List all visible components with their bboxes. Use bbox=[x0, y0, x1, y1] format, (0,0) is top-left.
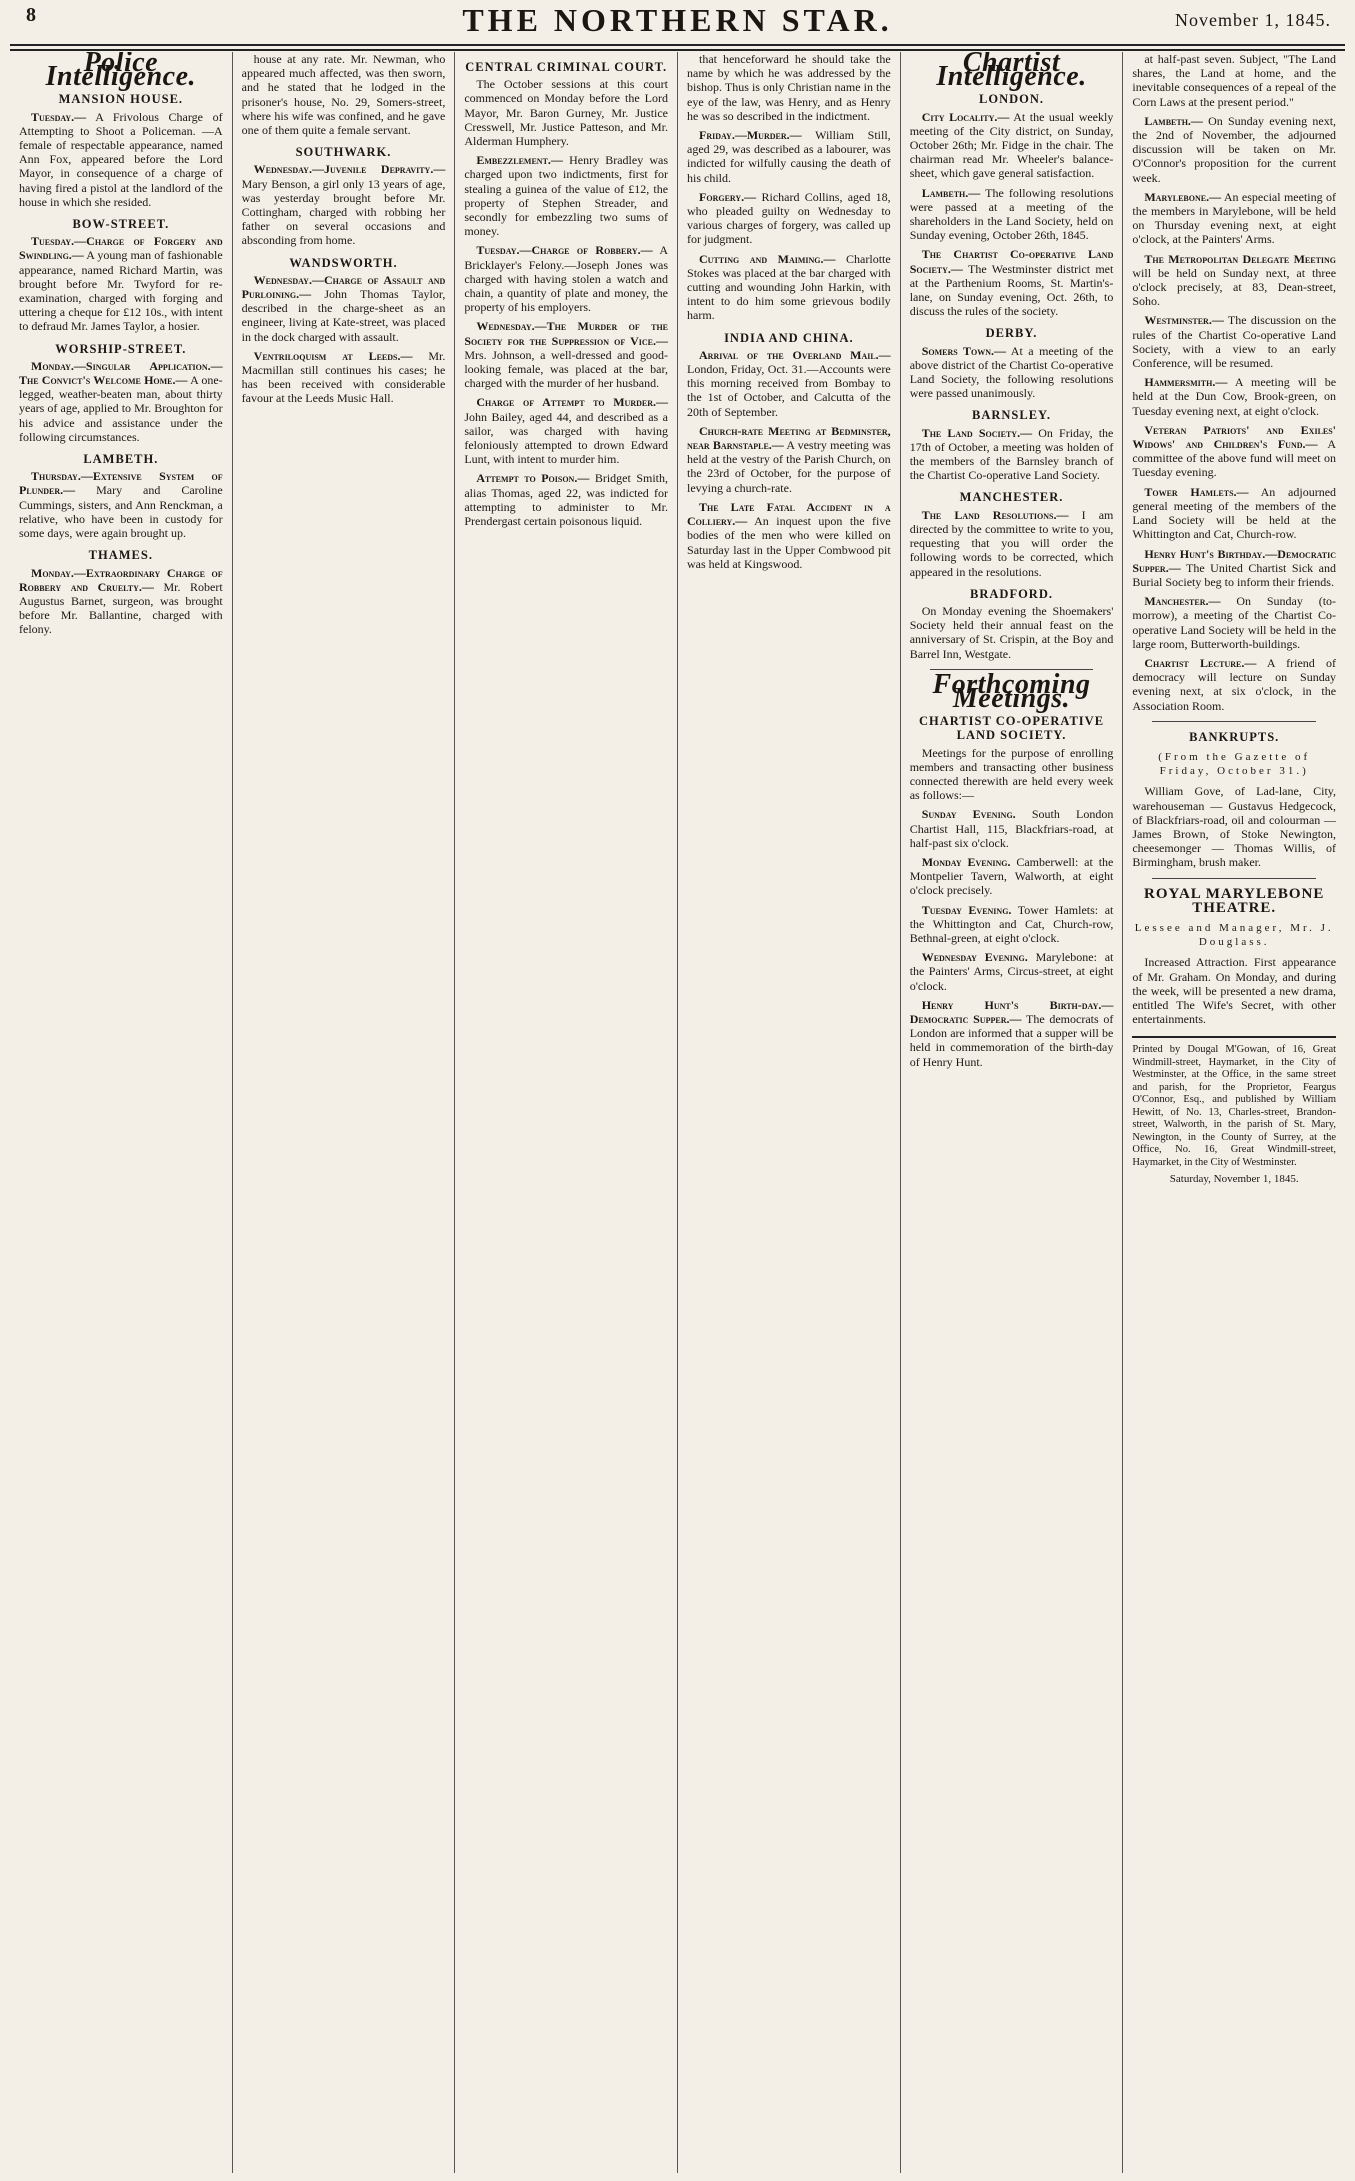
meeting-entry bbox=[910, 807, 1114, 850]
article-paragraph bbox=[242, 52, 446, 137]
article-heading: INDIA AND CHINA. bbox=[724, 330, 854, 345]
meeting-day: Monday Evening. bbox=[921, 854, 1011, 869]
article-paragraph bbox=[464, 395, 668, 466]
article-lead: Wednesday.—The Murder of the Society for the Suppression of Vice.— bbox=[464, 319, 669, 348]
article-lead: Ventriloquism at Leeds.— bbox=[253, 348, 413, 363]
issue-date: November 1, 1845. bbox=[1175, 10, 1331, 30]
article-text: Richard Collins, aged 18, who pleaded guilty on Wednesday to various charges of forgery, was called up for judgment. bbox=[687, 189, 891, 247]
article-paragraph bbox=[1132, 656, 1336, 713]
column-2 bbox=[233, 52, 456, 2173]
article-paragraph bbox=[1132, 594, 1336, 651]
column-items bbox=[1132, 52, 1336, 713]
article-lead: Monday.—Extraordinary Charge of Robbery and Cruelty.— bbox=[19, 565, 223, 594]
article-lead: City Locality.— bbox=[921, 109, 1010, 124]
article-paragraph bbox=[1132, 547, 1336, 590]
column-items bbox=[910, 92, 1114, 660]
meeting-day: Sunday Evening. bbox=[921, 807, 1016, 822]
article-text: Bridget Smith, alias Thomas, aged 22, was indicted for attempting to administer to Mr. Prendergast certain poisonous liquid. bbox=[464, 471, 669, 529]
section-title-police: Police Intelligence. bbox=[45, 52, 197, 93]
article-lead: Attempt to Poison.— bbox=[476, 471, 590, 486]
article-text: An adjourned general meeting of the members of the Land Society will be held at the Whittington and Cat, Church-row. bbox=[1132, 484, 1337, 542]
article-lead: Tower Hamlets.— bbox=[1144, 484, 1249, 499]
masthead bbox=[10, 0, 1345, 46]
column-5 bbox=[901, 52, 1124, 2173]
article-paragraph bbox=[910, 426, 1114, 483]
column-items bbox=[19, 92, 223, 636]
section-title-chartist: Chartist Intelligence. bbox=[936, 52, 1087, 93]
column-3 bbox=[455, 52, 678, 2173]
article-paragraph bbox=[19, 469, 223, 540]
article-lead: Monday.—Singular Application.—The Convict's Welcome Home.— bbox=[19, 358, 223, 388]
article-text: An especial meeting of the members in Marylebone, will be held on Thursday evening next, at eight o'clock, at the Painters' Arms. bbox=[1132, 189, 1337, 247]
article-text: Mary and Caroline Cummings, sisters, and Ann Renckman, a relative, who have been in custody for some days, were again brought up. bbox=[19, 483, 223, 541]
column-6 bbox=[1123, 52, 1345, 2173]
article-paragraph bbox=[687, 252, 891, 323]
article-heading: MANCHESTER. bbox=[959, 490, 1064, 505]
article-heading: LAMBETH. bbox=[83, 452, 159, 467]
article-text: The discussion on the rules of the Chartist Co-operative Land Society, with a view to an early Conference, will be resumed. bbox=[1132, 313, 1337, 371]
article-text: Mrs. Johnson, a well-dressed and good-looking female, was placed at the bar, charged with the murder of her husband. bbox=[464, 347, 669, 391]
article-text: The October sessions at this court commenced on Monday before the Lord Mayor, Mr. Baron Gurney, Mr. Justice Cresswell, Mr. Justice Patteson, and Mr. Alderman Humphery. bbox=[464, 77, 669, 149]
meeting-entry bbox=[910, 855, 1114, 898]
bankrupts-title: BANKRUPTS. bbox=[1189, 729, 1280, 744]
article-paragraph bbox=[464, 77, 668, 148]
article-heading: SOUTHWARK. bbox=[295, 145, 392, 160]
article-lead: The Land Society.— bbox=[921, 425, 1033, 440]
article-lead: Arrival of the Overland Mail.— bbox=[699, 347, 891, 362]
columns bbox=[10, 52, 1345, 2173]
article-lead: Tuesday.— bbox=[31, 109, 87, 124]
column-items bbox=[242, 52, 446, 406]
article-paragraph bbox=[464, 319, 668, 390]
article-paragraph bbox=[1132, 190, 1336, 247]
article-text: A one-legged, weather-beaten man, about thirty years of age, applied to Mr. Broughton for his advice and assistance under the following circumstances. bbox=[19, 373, 223, 444]
article-lead: The Land Resolutions.— bbox=[921, 507, 1069, 522]
article-lead: Chartist Lecture.— bbox=[1144, 655, 1257, 670]
article-lead: Wednesday.—Charge of Assault and Purloining.— bbox=[241, 272, 446, 302]
article-paragraph bbox=[464, 153, 668, 238]
meeting-text: The democrats of London are informed that a supper will be held in commemoration of the birth-day of Henry Hunt. bbox=[909, 1011, 1114, 1069]
article-text: A Bricklayer's Felony.—Joseph Jones was charged with having stolen a watch and chain, a quantity of plate and money, the property of his employers. bbox=[464, 243, 669, 315]
article-paragraph bbox=[1132, 485, 1336, 542]
article-text: Mr. Macmillan still continues his cases; he has been received with considerable favour at the Leeds Music Hall. bbox=[241, 348, 446, 406]
imprint-date: Saturday, November 1, 1845. bbox=[1169, 1173, 1299, 1186]
article-lead: Church-rate Meeting at Bedminster, near Barnstaple.— bbox=[687, 423, 891, 453]
article-lead: Veteran Patriots' and Exiles' Widows' and Children's Fund.— bbox=[1132, 422, 1337, 452]
article-text: house at any rate. Mr. Newman, who appeared much affected, was then sworn, and he stated that he lodged in the prisoner's house, No. 29, Somers-street, where his wife was confined, and he gave one of them quite a female servant. bbox=[241, 52, 446, 138]
article-text: At a meeting of the above district of the Chartist Co-operative Land Society, the following resolutions were passed unanimously. bbox=[909, 343, 1114, 401]
article-text: On Monday evening the Shoemakers' Society held their annual feast on the anniversary of St. Crispin, at the Boy and Barrel Inn, Westgate. bbox=[909, 603, 1114, 661]
article-heading: LONDON. bbox=[979, 92, 1045, 107]
article-lead: Lambeth.— bbox=[1144, 113, 1203, 128]
article-text: A young man of fashionable appearance, named Richard Martin, was brought before Mr. Twyford for re-examination, charged with forging and uttering a cheque for £12 10s., with intent to defraud Mr. James Taylor, a hosier. bbox=[19, 248, 223, 334]
column-1 bbox=[10, 52, 233, 2173]
article-text: A vestry meeting was held at the vestry of the Parish Church, on the 23rd of October, for the purpose of levying a church-rate. bbox=[687, 438, 891, 495]
article-lead: Manchester.— bbox=[1144, 594, 1221, 609]
article-paragraph bbox=[464, 243, 668, 314]
article-heading: WORSHIP-STREET. bbox=[55, 341, 187, 356]
bankrupts-list: William Gove, of Lad-lane, City, warehouseman — Gustavus Hedgecock, of Blackfriars-road, oil and colourman — James Brown, of Stoke Newington, cheesemonger — Thomas Willis, of Birmingham, brush maker. bbox=[1132, 784, 1337, 870]
article-text: At the usual weekly meeting of the City district, on Sunday, October 26th; Mr. Fidge in the chair. The chairman read Mr. Wheeler's balance-sheet, which gave general satisfaction. bbox=[909, 109, 1114, 181]
theatre-subtitle: Lessee and Manager, Mr. J. Douglass. bbox=[1134, 921, 1334, 949]
article-lead: The Metropolitan Delegate Meeting bbox=[1144, 251, 1337, 266]
article-text: Henry Bradley was charged upon two indictments, first for stealing a guinea of the value of £12, the property of Stephen Streader, and secondly for embezzling two sums of money. bbox=[464, 153, 669, 239]
article-lead: Henry Hunt's Birthday.—Democratic Supper.— bbox=[1132, 546, 1337, 575]
article-lead: Lambeth.— bbox=[921, 185, 981, 200]
article-lead: Forgery.— bbox=[699, 189, 757, 204]
article-lead: Wednesday.—Juvenile Depravity.— bbox=[253, 162, 446, 177]
meeting-day: Tuesday Evening. bbox=[921, 902, 1012, 917]
article-text: Mr. Robert Augustus Barnet, surgeon, was brought before Mr. Ballantine, charged with felony. bbox=[19, 579, 223, 637]
article-lead: Hammersmith.— bbox=[1144, 375, 1228, 390]
article-text: Charlotte Stokes was placed at the bar charged with cutting and wounding John Harkin, with intent to do him some grievous bodily harm. bbox=[687, 251, 891, 323]
article-paragraph bbox=[1132, 423, 1336, 480]
page-number: 8 bbox=[26, 4, 36, 26]
column-items bbox=[687, 52, 891, 571]
article-text: I am directed by the committee to write to you, requesting that you will order the following words to be corrected, which appeared in the resolutions. bbox=[909, 507, 1114, 579]
article-lead: Marylebone.— bbox=[1144, 189, 1222, 204]
article-paragraph bbox=[687, 500, 891, 571]
column-4 bbox=[678, 52, 901, 2173]
meeting-text: Tower Hamlets: at the Whittington and Cat, Church-row, Bethnal-green, at eight o'clock. bbox=[909, 902, 1114, 945]
column-items bbox=[464, 60, 668, 528]
article-text: London, Friday, Oct. 31.—Accounts were this morning received from Bombay to the 1st of October, and Calcutta of the 20th of September. bbox=[687, 362, 891, 419]
meeting-day: Wednesday Evening. bbox=[921, 950, 1028, 965]
article-lead: The Chartist Co-operative Land Society.— bbox=[909, 247, 1114, 276]
imprint-text: Printed by Dougal M'Gowan, of 16, Great Windmill-street, Haymarket, in the City of Westminster, at the Office, in the same street and parish, for the Proprietor, Feargus O'Connor, Esq., and published by William Hewitt, of No. 13, Charles-street, Brandon-street, Walworth, in the parish of St. Mary, Newington, in the County of Surrey, at the Office, No. 16, Great Windmill-street, Haymarket, in the City of Westminster. bbox=[1132, 1044, 1337, 1168]
article-text: at half-past seven. Subject, "The Land shares, the Land at home, and the inevitable consequences of a repeal of the Corn Laws at the present period." bbox=[1132, 52, 1337, 109]
article-text: John Thomas Taylor, described in the charge-sheet as an engineer, living at Kate-street, was placed in the dock charged with assault. bbox=[241, 287, 446, 344]
article-paragraph bbox=[1132, 375, 1336, 418]
meeting-entry bbox=[910, 998, 1114, 1069]
article-lead: Embezzlement.— bbox=[476, 153, 563, 168]
article-paragraph bbox=[910, 508, 1114, 579]
article-heading: BOW-STREET. bbox=[72, 217, 170, 232]
meeting-text: Camberwell: at the Montpelier Tavern, Walworth, at eight o'clock precisely. bbox=[909, 854, 1114, 898]
article-heading: DERBY. bbox=[985, 326, 1038, 341]
article-paragraph bbox=[464, 471, 668, 528]
article-lead: Tuesday.—Charge of Robbery.— bbox=[476, 243, 653, 258]
bankrupts-subtitle: (From the Gazette of Friday, October 31.) bbox=[1158, 750, 1311, 778]
masthead-rule bbox=[10, 49, 1345, 51]
article-paragraph bbox=[910, 604, 1114, 661]
section-title-forthcoming: Forthcoming Meetings. bbox=[932, 668, 1091, 714]
article-text: John Bailey, aged 44, and described as a sailor, was charged with having feloniously attempted to drown Edward Lunt, with intent to murder him. bbox=[464, 409, 669, 467]
article-heading: MANSION HOUSE. bbox=[58, 92, 184, 107]
article-text: The United Chartist Sick and Burial Society beg to inform their friends. bbox=[1132, 560, 1337, 589]
article-paragraph bbox=[1132, 114, 1336, 185]
forthcoming-subtitle: CHARTIST CO-OPERATIVE LAND SOCIETY. bbox=[918, 714, 1105, 743]
meeting-text: Marylebone: at the Painters' Arms, Circus-street, at eight o'clock. bbox=[909, 950, 1114, 993]
article-lead: Westminster.— bbox=[1144, 313, 1224, 328]
theatre-notice: Increased Attraction. First appearance of Mr. Graham. On Monday, and during the week, will be presented a new drama, entitled The Wife's Secret, with other entertainments. bbox=[1132, 955, 1337, 1027]
meeting-text: South London Chartist Hall, 115, Blackfriars-road, at half-past six o'clock. bbox=[909, 807, 1114, 850]
article-lead: Friday.—Murder.— bbox=[699, 128, 802, 143]
article-text: William Still, aged 29, was described as a labourer, was indicted for wilfully causing the death of his child. bbox=[687, 128, 891, 185]
meeting-entry bbox=[910, 950, 1114, 993]
theatre-title: ROYAL MARYLEBONE THEATRE. bbox=[1144, 885, 1325, 916]
article-text: The Westminster district met at the Parthenium Rooms, St. Martin's-lane, on Sunday evening, Oct. 26th, to discuss the rules of the society. bbox=[909, 261, 1114, 319]
section-divider bbox=[1152, 721, 1316, 722]
article-text: On Sunday evening next, the 2nd of November, the adjourned discussion will be taken on Mr. O'Connor's proposition for the current week. bbox=[1132, 113, 1337, 185]
section-divider bbox=[1152, 878, 1316, 879]
article-paragraph bbox=[910, 110, 1114, 181]
article-paragraph bbox=[19, 359, 223, 444]
article-paragraph bbox=[1132, 313, 1336, 370]
article-heading: BARNSLEY. bbox=[971, 408, 1052, 423]
article-lead: Tuesday.—Charge of Forgery and Swindling.— bbox=[19, 234, 223, 263]
article-text: The following resolutions were passed at a meeting of the shareholders in the Land Society, held on Sunday evening, October 26th, 1845. bbox=[909, 185, 1114, 243]
article-paragraph bbox=[242, 349, 446, 406]
article-paragraph bbox=[687, 52, 891, 123]
article-paragraph bbox=[910, 186, 1114, 243]
article-paragraph bbox=[687, 348, 891, 419]
article-lead: Cutting and Maiming.— bbox=[699, 251, 836, 266]
paper-title: THE NORTHERN STAR. bbox=[462, 2, 893, 38]
article-text: On Friday, the 17th of October, a meeting was holden of the members of the Barnsley branch of the Chartist Co-operative Land Society. bbox=[909, 425, 1114, 483]
article-paragraph bbox=[687, 190, 891, 247]
article-heading: THAMES. bbox=[88, 548, 153, 563]
article-text: An inquest upon the five bodies of the men who were killed on Saturday last in the Upper Combwood pit was held at Kingswood. bbox=[687, 514, 891, 571]
article-text: that henceforward he should take the name by which he was addressed by the bishop. Thus is only Christian name in the eye of the law, was Henry, and as Henry he was so described in the indictment. bbox=[687, 52, 891, 123]
article-lead: Thursday.—Extensive System of Plunder.— bbox=[19, 469, 223, 498]
article-paragraph bbox=[1132, 252, 1336, 309]
article-lead: Charge of Attempt to Murder.— bbox=[476, 395, 669, 410]
article-text: will be held on Sunday next, at three o'clock precisely, at 83, Dean-street, Soho. bbox=[1132, 265, 1337, 309]
meeting-entry bbox=[910, 903, 1114, 946]
article-paragraph bbox=[19, 234, 223, 333]
article-text: A friend of democracy will lecture on Sunday evening next, at six o'clock, in the Association Room. bbox=[1132, 655, 1337, 713]
article-heading: BRADFORD. bbox=[970, 586, 1053, 601]
article-paragraph bbox=[242, 273, 446, 344]
article-paragraph bbox=[242, 162, 446, 247]
article-lead: The Late Fatal Accident in a Colliery.— bbox=[687, 499, 891, 529]
article-paragraph bbox=[1132, 52, 1336, 109]
article-paragraph bbox=[910, 344, 1114, 401]
article-heading: CENTRAL CRIMINAL COURT. bbox=[465, 60, 668, 74]
article-text: A Frivolous Charge of Attempting to Shoot a Policeman. —A female of respectable appearance, named Ann Fox, appeared before the Lord Mayor, in consequence of a charge of having fired a pistol at the landlord of the house in which she resided. bbox=[19, 109, 223, 209]
article-lead: Somers Town.— bbox=[921, 343, 1006, 358]
forthcoming-intro: Meetings for the purpose of enrolling members and transacting other business connected therewith are held every week as follows:— bbox=[909, 745, 1114, 803]
article-paragraph bbox=[687, 424, 891, 495]
imprint bbox=[1132, 1036, 1336, 1186]
forthcoming-items bbox=[910, 807, 1114, 1068]
article-text: A meeting will be held at the Dun Cow, Brook-green, on Tuesday evening next, at eight o'clock. bbox=[1132, 375, 1337, 418]
article-paragraph bbox=[19, 110, 223, 209]
article-paragraph bbox=[687, 128, 891, 185]
article-text: On Sunday (to-morrow), a meeting of the Chartist Co-operative Land Society will be held in the large room, Butterworth-buildings. bbox=[1132, 594, 1337, 651]
article-paragraph bbox=[19, 566, 223, 637]
article-text: Mary Benson, a girl only 13 years of age, was yesterday brought before Mr. Cottingham, charged with robbing her father on several occasions and absconding from home. bbox=[241, 176, 446, 248]
meeting-day: Henry Hunt's Birth-day.—Democratic Supper.— bbox=[909, 997, 1114, 1026]
article-paragraph bbox=[910, 247, 1114, 318]
article-text: A committee of the above fund will meet on Tuesday evening. bbox=[1132, 437, 1337, 480]
article-heading: WANDSWORTH. bbox=[289, 255, 398, 270]
